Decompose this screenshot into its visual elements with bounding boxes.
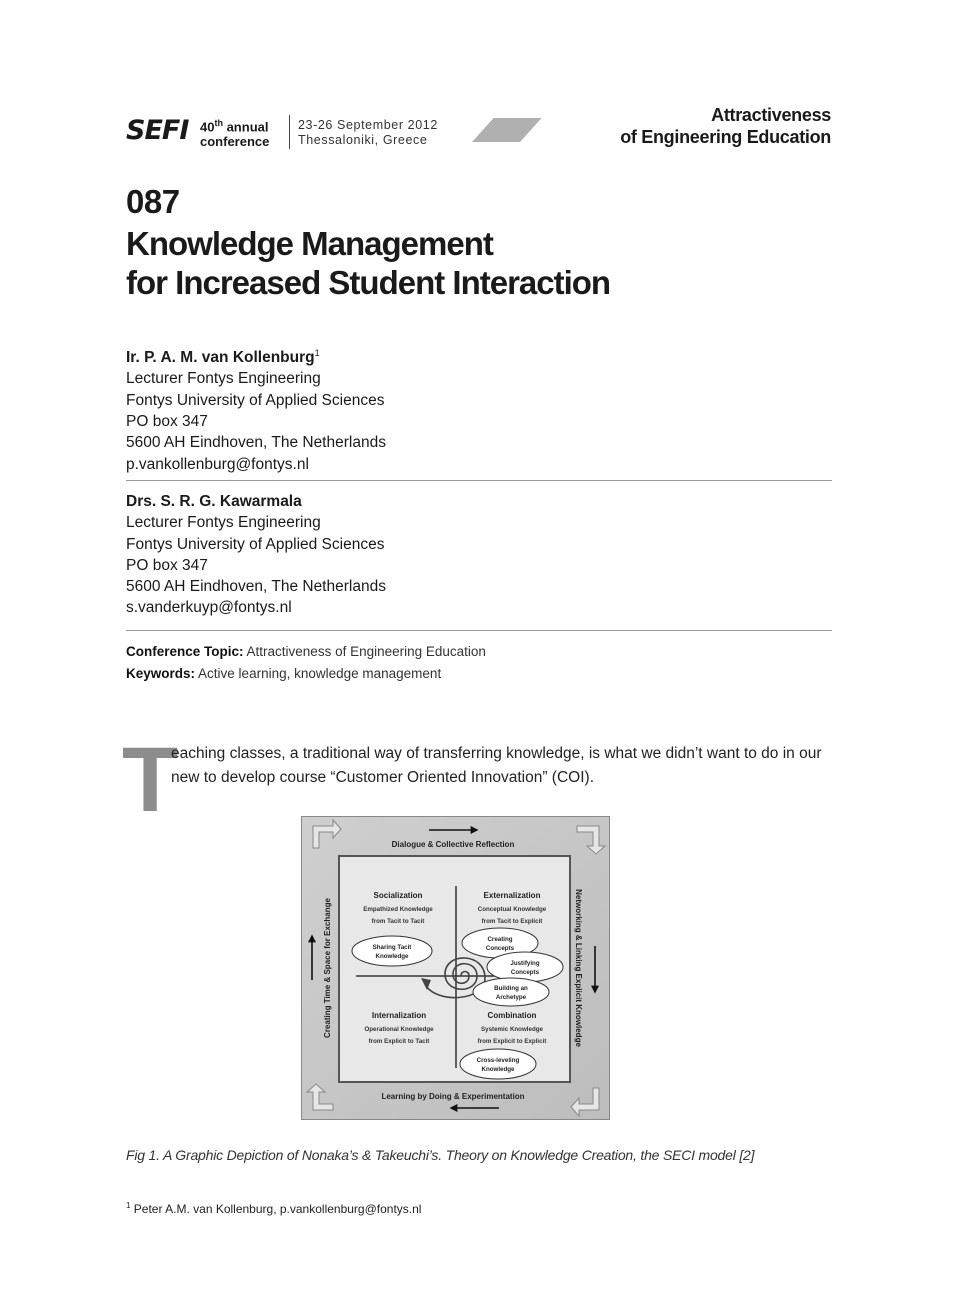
label-networking: Networking & Linking Explicit Knowledge: [574, 889, 583, 1047]
quadrant-socialization-title: Socialization: [373, 891, 423, 900]
title-line-2: for Increased Student Interaction: [126, 264, 611, 301]
topic-value: Attractiveness of Engineering Education: [246, 644, 486, 659]
author-email: p.vankollenburg@fontys.nl: [126, 455, 309, 473]
author-po-box: PO box 347: [126, 413, 208, 431]
conference-topic: [126, 641, 486, 663]
keywords-label: Keywords:: [126, 666, 196, 681]
quadrant-socialization-line2: from Tacit to Tacit: [371, 918, 425, 925]
author-name: Ir. P. A. M. van Kollenburg: [126, 349, 315, 367]
oval-justifying-line2: Concepts: [510, 969, 540, 976]
theme-line-2: of Engineering Education: [620, 127, 831, 147]
footnote-text: Peter A.M. van Kollenburg, p.vankollenburg@fontys.nl: [130, 1202, 422, 1216]
divider-rule: [126, 480, 832, 481]
figure-caption: Fig 1. A Graphic Depiction of Nonaka’s & Takeuchi’s. Theory on Knowledge Creation, the SECI model [2]: [126, 1147, 755, 1163]
author-name: Drs. S. R. G. Kawarmala: [126, 493, 302, 510]
quadrant-combination-line1: Systemic Knowledge: [481, 1026, 543, 1033]
drop-cap: T: [122, 729, 179, 831]
keywords-value: Active learning, knowledge management: [198, 666, 442, 681]
intro-paragraph: eaching classes, a traditional way of transferring knowledge, is what we didn’t want to do in our new to develop course “Customer Oriented Innovation” (COI).: [171, 745, 822, 786]
conference-annual: annual: [222, 119, 269, 135]
decorative-parallelogram: [472, 118, 542, 142]
oval-archetype-line2: Archetype: [495, 994, 527, 1001]
seci-model-figure: [301, 816, 610, 1120]
paper-number: 087: [126, 183, 180, 220]
conference-word: conference: [200, 134, 270, 150]
conference-ordinal: 40: [200, 119, 215, 135]
footnote: [126, 1198, 421, 1217]
conference-date-range: 23-26 September 2012: [298, 118, 438, 132]
label-learning: Learning by Doing & Experimentation: [381, 1092, 525, 1101]
divider-rule: [126, 630, 832, 631]
conference-location: Thessaloniki, Greece: [298, 133, 428, 147]
oval-building-archetype: [473, 978, 549, 1006]
oval-crosslevel-line1: Cross-leveling: [476, 1057, 520, 1064]
sefi-logo: SEFI: [126, 115, 189, 146]
quadrant-internalization-line2: from Explicit to Tacit: [368, 1038, 430, 1045]
keywords: [126, 663, 441, 685]
quadrant-externalization-line1: Conceptual Knowledge: [477, 906, 547, 913]
quadrant-internalization-line1: Operational Knowledge: [364, 1026, 434, 1033]
author-position: Lecturer Fontys Engineering: [126, 514, 321, 532]
conference-theme: [620, 104, 831, 148]
theme-line-1: Attractiveness: [711, 105, 831, 125]
quadrant-combination-title: Combination: [487, 1011, 537, 1020]
label-creating-time: Creating Time & Space for Exchange: [323, 898, 332, 1038]
author-block-2: [126, 491, 386, 619]
quadrant-externalization-line2: from Tacit to Explicit: [481, 918, 543, 925]
oval-creating-line2: Concepts: [485, 945, 515, 952]
oval-cross-leveling: [460, 1049, 536, 1079]
quadrant-internalization-title: Internalization: [371, 1011, 427, 1020]
footnote-mark: 1: [314, 348, 320, 358]
topic-label: Conference Topic:: [126, 644, 244, 659]
quadrant-combination-line2: from Explicit to Explicit: [477, 1038, 547, 1045]
author-city: 5600 AH Eindhoven, The Netherlands: [126, 578, 386, 596]
author-city: 5600 AH Eindhoven, The Netherlands: [126, 434, 386, 452]
oval-sharing-line1: Sharing Tacit: [372, 944, 412, 951]
conference-dates: [298, 118, 438, 148]
author-email: s.vanderkuyp@fontys.nl: [126, 599, 292, 617]
title-line-1: Knowledge Management: [126, 225, 493, 262]
author-institution: Fontys University of Applied Sciences: [126, 535, 385, 553]
header-divider: [289, 115, 290, 149]
oval-sharing-line2: Knowledge: [375, 953, 409, 960]
quadrant-externalization-title: Externalization: [483, 891, 541, 900]
conference-label: [200, 116, 269, 149]
oval-sharing-tacit: [352, 936, 432, 966]
author-po-box: PO box 347: [126, 556, 208, 574]
author-position: Lecturer Fontys Engineering: [126, 370, 321, 388]
quadrant-socialization-line1: Empathized Knowledge: [363, 906, 433, 913]
oval-creating-line1: Creating: [487, 936, 513, 943]
oval-justifying-line1: Justifying: [510, 960, 540, 967]
paper-title: [126, 224, 826, 302]
oval-archetype-line1: Building an: [494, 985, 528, 992]
oval-justifying-concepts: [487, 952, 563, 982]
label-dialogue: Dialogue & Collective Reflection: [391, 840, 515, 849]
footnote-number: 1: [126, 1201, 131, 1210]
author-institution: Fontys University of Applied Sciences: [126, 391, 385, 409]
author-block-1: [126, 343, 386, 475]
oval-crosslevel-line2: Knowledge: [481, 1066, 515, 1073]
conference-suffix: th: [214, 118, 223, 128]
